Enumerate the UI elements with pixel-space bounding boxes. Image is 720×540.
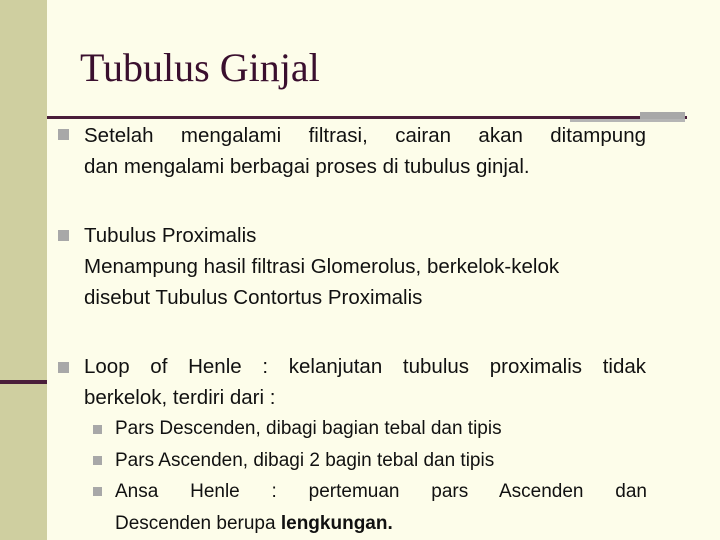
- bullet-1-line-2: dan mengalami berbagai proses di tubulus ginjal.: [84, 155, 530, 178]
- sub-bullet-3: Ansa Henle : pertemuan pars Ascenden dan: [115, 481, 647, 502]
- bullet-2-text: [84, 220, 646, 313]
- sub-bullet-icon: [93, 425, 102, 434]
- bullet-2-line-2: disebut Tubulus Contortus Proximalis: [84, 286, 423, 309]
- slide-title: Tubulus Ginjal: [80, 45, 320, 90]
- bullet-3-line-2: berkelok, terdiri dari :: [84, 386, 276, 409]
- sub-bullet-1: Pars Descenden, dibagi bagian tebal dan tipis: [115, 418, 502, 439]
- bullet-icon: [58, 129, 69, 140]
- sub-bullet-2: Pars Ascenden, dibagi 2 bagin tebal dan tipis: [115, 449, 495, 471]
- sub-bullet-icon: [93, 487, 102, 496]
- bullet-1-text: [84, 120, 646, 182]
- side-accent-mark: [0, 380, 47, 384]
- bullet-icon: [58, 230, 69, 241]
- bullet-3-line-1: Loop of Henle : kelanjutan tubulus proximalis tidak: [84, 355, 646, 378]
- sub-bullet-3-tail: Descenden berupa: [115, 512, 276, 534]
- bullet-icon: [58, 362, 69, 373]
- sub-bullet-list: [115, 413, 647, 539]
- sub-bullet-3-continuation: [115, 508, 647, 540]
- bullet-2-line-1: Menampung hasil filtrasi Glomerolus, berkelok-kelok: [84, 255, 560, 278]
- sub-bullet-3-bold-word: lengkungan.: [280, 512, 393, 534]
- side-band: [0, 0, 47, 540]
- bullet-1-line-1: Setelah mengalami filtrasi, cairan akan ditampung: [84, 124, 646, 147]
- bullet-2-heading: Tubulus Proximalis: [84, 224, 257, 247]
- bullet-3-text: [84, 351, 646, 413]
- sub-bullet-icon: [93, 456, 102, 465]
